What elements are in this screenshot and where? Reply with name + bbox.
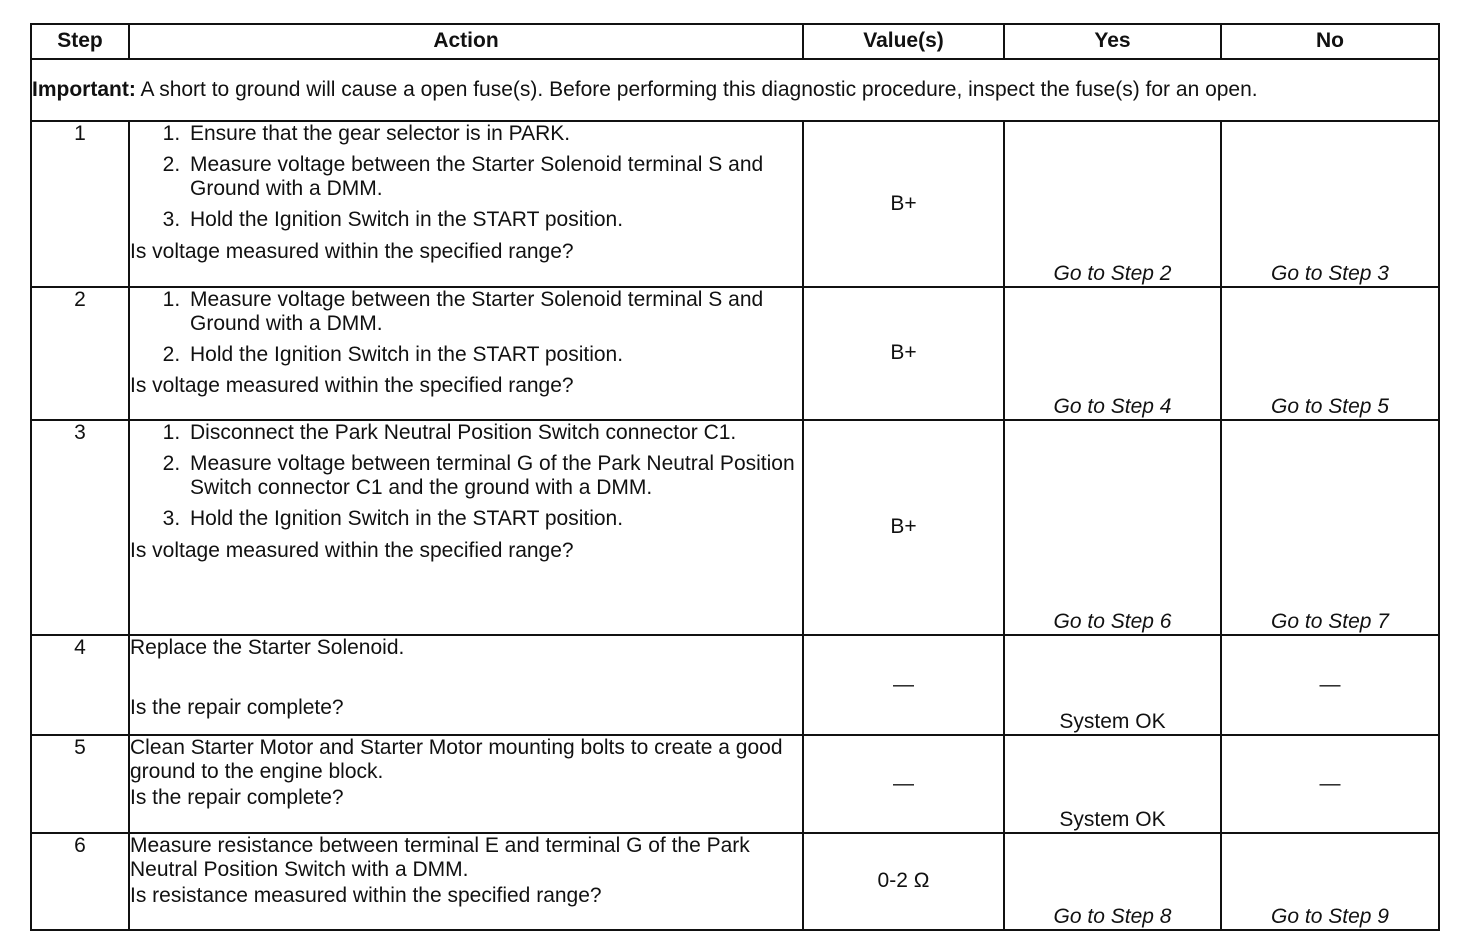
action-item: 2. Measure voltage between the Starter Solenoid terminal S and Ground with a DMM. (186, 153, 802, 201)
question-text: Is the repair complete? (130, 786, 344, 810)
question-text: Is resistance measured within the specified range? (130, 884, 602, 908)
action-list (130, 421, 802, 532)
action-item: 1. Disconnect the Park Neutral Position Switch connector C1. (186, 421, 802, 445)
value-cell: B+ (803, 287, 1004, 420)
value-cell: — (803, 635, 1004, 735)
step-number: 4 (31, 635, 129, 735)
important-label: Important: (32, 77, 136, 101)
step-number: 6 (31, 833, 129, 930)
table-row (31, 287, 1439, 420)
no-cell: Go to Step 7 (1221, 420, 1439, 635)
yes-cell: Go to Step 6 (1004, 420, 1221, 635)
no-cell: Go to Step 9 (1221, 833, 1439, 930)
action-item: 2. Measure voltage between terminal G of the Park Neutral Position Switch connector C1 and the ground with a DMM. (186, 452, 802, 500)
no-cell: Go to Step 5 (1221, 287, 1439, 420)
action-cell (129, 420, 803, 635)
action-item: 1. Ensure that the gear selector is in PARK. (186, 122, 802, 146)
table-row (31, 420, 1439, 635)
instruction-text: Measure resistance between terminal E and terminal G of the Park Neutral Position Switch with a DMM. (130, 834, 750, 882)
header-step: Step (31, 24, 129, 59)
step-number: 3 (31, 420, 129, 635)
step-number: 5 (31, 735, 129, 833)
table-row (31, 833, 1439, 930)
value-cell: — (803, 735, 1004, 833)
action-list (130, 122, 802, 233)
table-row (31, 735, 1439, 833)
table-row (31, 121, 1439, 287)
yes-cell: System OK (1004, 735, 1221, 833)
action-cell (129, 635, 803, 735)
important-note-row (31, 59, 1439, 121)
yes-cell: System OK (1004, 635, 1221, 735)
question-text: Is voltage measured within the specified range? (130, 538, 574, 562)
no-cell: — (1221, 735, 1439, 833)
instruction-text: Clean Starter Motor and Starter Motor mounting bolts to create a good ground to the engine block. (130, 736, 783, 784)
action-cell (129, 121, 803, 287)
step-number: 1 (31, 121, 129, 287)
yes-cell: Go to Step 4 (1004, 287, 1221, 420)
important-note (31, 59, 1439, 121)
value-cell: B+ (803, 121, 1004, 287)
question-text: Is voltage measured within the specified range? (130, 239, 574, 263)
diagnostic-table (30, 23, 1440, 931)
yes-cell: Go to Step 8 (1004, 833, 1221, 930)
action-cell (129, 735, 803, 833)
table-row (31, 635, 1439, 735)
action-item: 3. Hold the Ignition Switch in the START position. (186, 208, 802, 232)
header-row (31, 24, 1439, 59)
action-list (130, 288, 802, 367)
no-cell: Go to Step 3 (1221, 121, 1439, 287)
question-text: Is voltage measured within the specified range? (130, 374, 574, 398)
action-cell (129, 287, 803, 420)
step-number: 2 (31, 287, 129, 420)
action-item: 3. Hold the Ignition Switch in the START position. (186, 507, 802, 531)
header-action: Action (129, 24, 803, 59)
action-item: 2. Hold the Ignition Switch in the START position. (186, 343, 802, 367)
no-cell: — (1221, 635, 1439, 735)
question-text: Is the repair complete? (130, 696, 344, 720)
header-values: Value(s) (803, 24, 1004, 59)
instruction-text: Replace the Starter Solenoid. (130, 636, 405, 659)
value-cell: 0-2 Ω (803, 833, 1004, 930)
yes-cell: Go to Step 2 (1004, 121, 1221, 287)
action-item: 1. Measure voltage between the Starter Solenoid terminal S and Ground with a DMM. (186, 288, 802, 336)
header-yes: Yes (1004, 24, 1221, 59)
header-no: No (1221, 24, 1439, 59)
action-cell (129, 833, 803, 930)
value-cell: B+ (803, 420, 1004, 635)
important-text: A short to ground will cause a open fuse(s). Before performing this diagnostic procedure, inspect the fuse(s) for an open. (140, 77, 1258, 101)
